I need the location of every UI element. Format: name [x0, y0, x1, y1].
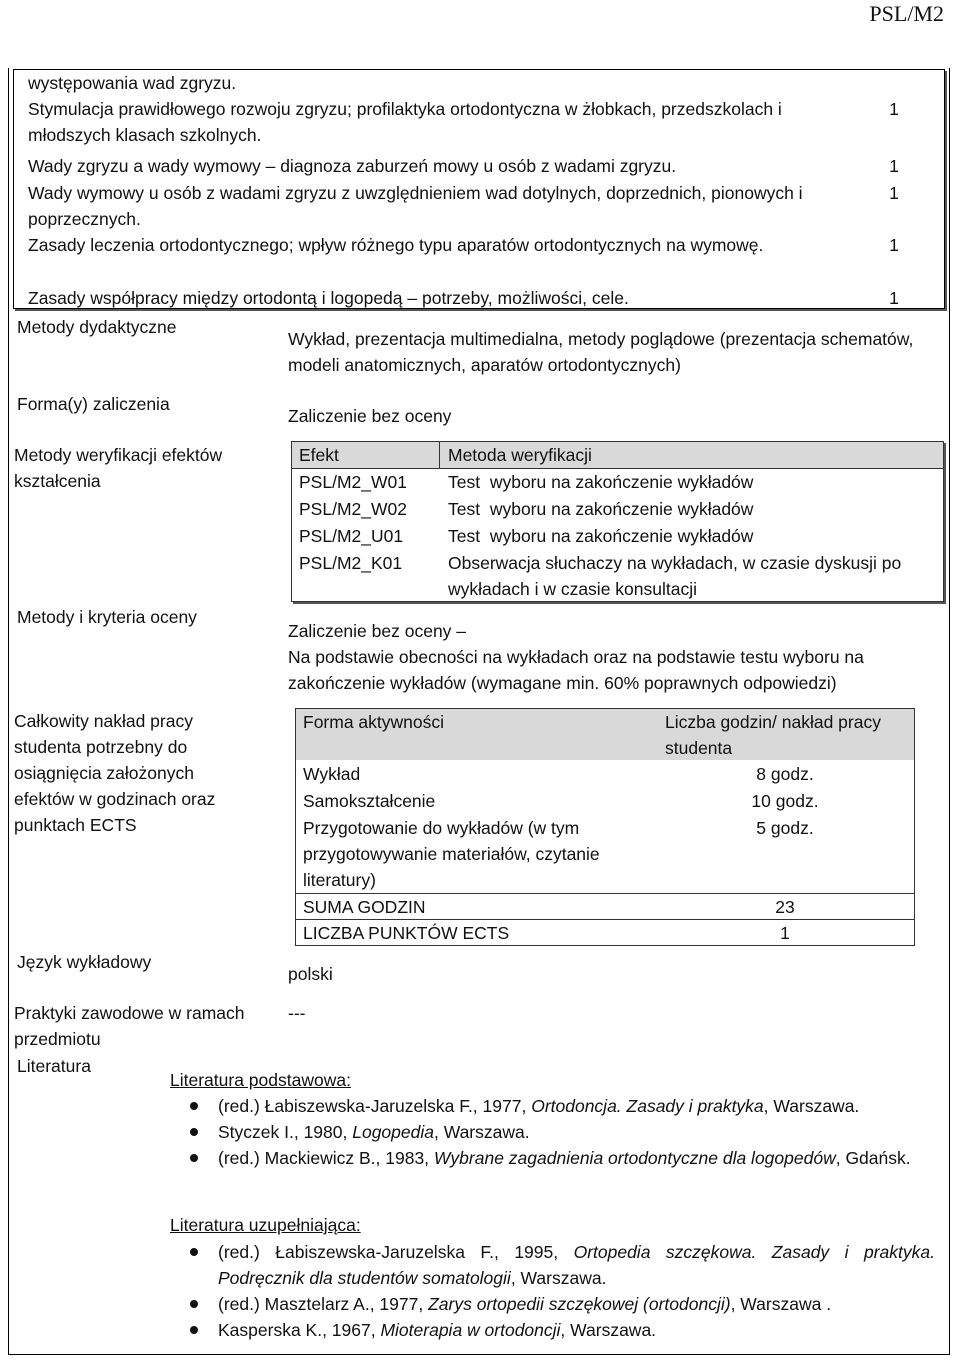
verification-effect-code: PSL/M2_U01: [299, 526, 404, 546]
workload-header-hours: Liczba godzin/ nakład pracy studenta: [665, 712, 881, 758]
literature-item: [170, 1239, 950, 1291]
topic-text: Zasady współpracy między ortodontą i logopedą – potrzeby, możliwości, cele.: [28, 288, 629, 308]
methods-value: Wykład, prezentacja multimedialna, metody poglądowe (prezentacja schematów, modeli anatomicznych, aparatów ortodontycznych): [288, 329, 914, 375]
topic-hours: 1: [889, 183, 899, 203]
literature-item: [170, 1317, 950, 1343]
literature-item-title: Wybrane zagadnienia ortodontyczne dla logopedów: [433, 1148, 836, 1168]
literature-item-authors: (red.) Masztelarz A., 1977,: [218, 1294, 429, 1314]
language-label: Język wykładowy: [17, 952, 152, 972]
literature-item-title: Ortopedia szczękowa. Zasady i praktyka. Podręcznik dla studentów somatologii: [218, 1242, 935, 1288]
verification-effect-code: PSL/M2_W02: [299, 499, 407, 519]
criteria-line1: Zaliczenie bez oceny –: [288, 621, 467, 641]
literature-extra-title: Literatura uzupełniająca:: [170, 1215, 361, 1235]
workload-activity: Wykład: [303, 764, 361, 784]
literature-item-place: , Warszawa.: [510, 1268, 607, 1288]
verification-header-method: Metoda weryfikacji: [448, 445, 592, 465]
page-code: PSL/M2: [869, 1, 944, 26]
topic-hours: 1: [889, 235, 899, 255]
literature-item-place: , Warszawa.: [433, 1122, 530, 1142]
topic-text: Wady wymowy u osób z wadami zgryzu z uwzględnieniem wad dotylnych, doprzednich, pionowych i poprzecznych.: [28, 183, 803, 229]
topic-text: występowania wad zgryzu.: [28, 73, 237, 93]
verification-label: Metody weryfikacji efektów kształcenia: [14, 445, 223, 491]
topic-text: Wady zgryzu a wady wymowy – diagnoza zaburzeń mowy u osób z wadami zgryzu.: [28, 156, 677, 176]
literature-item-authors: (red.) Mackiewicz B., 1983,: [218, 1148, 434, 1168]
workload-ects-value: 1: [780, 923, 790, 943]
topic-hours: 1: [889, 288, 899, 308]
literature-item-authors: Styczek I., 1980,: [218, 1122, 353, 1142]
workload-label: Całkowity nakład pracy studenta potrzebny do osiągnięcia założonych efektów w godzinach oraz punktach ECTS: [14, 711, 216, 835]
assessment-form-value: Zaliczenie bez oceny: [288, 406, 452, 426]
literature-item: [170, 1291, 950, 1317]
topics-box: [13, 69, 945, 309]
literature-basic-title: Literatura podstawowa:: [170, 1070, 351, 1090]
verification-effect-code: PSL/M2_K01: [299, 553, 403, 573]
verification-header-divider: [439, 441, 440, 468]
practice-label: Praktyki zawodowe w ramach przedmiotu: [14, 1003, 245, 1049]
criteria-label: Metody i kryteria oceny: [17, 607, 197, 627]
literature-extra-list: [170, 1239, 950, 1343]
methods-label: Metody dydaktyczne: [17, 317, 177, 337]
literature-item-place: , Gdańsk.: [835, 1148, 911, 1168]
literature-item: [170, 1093, 950, 1119]
verification-method: Test wyboru na zakończenie wykładów: [448, 526, 754, 546]
literature-item: [170, 1119, 950, 1145]
workload-hours: 8 godz.: [756, 764, 814, 784]
literature-item-place: , Warszawa.: [763, 1096, 860, 1116]
workload-activity: Samokształcenie: [303, 791, 436, 811]
workload-hours: 5 godz.: [756, 818, 814, 838]
literature-label: Literatura: [17, 1056, 91, 1076]
topic-hours: 1: [889, 156, 899, 176]
literature-item-authors: (red.) Łabiszewska-Jaruzelska F., 1977,: [218, 1096, 532, 1116]
assessment-form-label: Forma(y) zaliczenia: [17, 394, 170, 414]
practice-value: ---: [288, 1003, 306, 1023]
literature-item-title: Zarys ortopedii szczękowej (ortodoncji): [428, 1294, 731, 1314]
literature-item-place: , Warszawa .: [730, 1294, 832, 1314]
workload-ects-label: LICZBA PUNKTÓW ECTS: [303, 923, 510, 943]
workload-hours: 10 godz.: [751, 791, 819, 811]
literature-item-place: , Warszawa.: [560, 1320, 657, 1340]
topic-hours: 1: [889, 99, 899, 119]
literature-item-title: Ortodoncja. Zasady i praktyka: [531, 1096, 764, 1116]
literature-item-authors: Kasperska K., 1967,: [218, 1320, 381, 1340]
literature-item-authors: (red.) Łabiszewska-Jaruzelska F., 1995,: [218, 1242, 574, 1262]
workload-sum-value: 23: [775, 897, 795, 917]
literature-item: [170, 1145, 950, 1171]
verification-effect-code: PSL/M2_W01: [299, 472, 407, 492]
topic-text: Stymulacja prawidłowego rozwoju zgryzu; profilaktyka ortodontyczna w żłobkach, przedszkolach i młodszych klasach szkolnych.: [28, 99, 782, 145]
literature-basic-list: [170, 1093, 950, 1171]
language-value: polski: [288, 964, 333, 984]
workload-sum-label: SUMA GODZIN: [303, 897, 426, 917]
criteria-line2: Na podstawie obecności na wykładach oraz na podstawie testu wyboru na zakończenie wykładów (wymagane min. 60% poprawnych odpowiedzi): [288, 647, 864, 693]
verification-method: Obserwacja słuchaczy na wykładach, w czasie dyskusji po wykładach i w czasie konsultacji: [448, 553, 902, 599]
verification-method: Test wyboru na zakończenie wykładów: [448, 499, 754, 519]
workload-header-activity: Forma aktywności: [303, 712, 445, 732]
topic-text: Zasady leczenia ortodontycznego; wpływ różnego typu aparatów ortodontycznych na wymowę.: [28, 235, 764, 255]
literature-item-title: Logopedia: [352, 1122, 434, 1142]
verification-method: Test wyboru na zakończenie wykładów: [448, 472, 754, 492]
literature-item-title: Mioterapia w ortodoncji: [380, 1320, 561, 1340]
verification-header-effect: Efekt: [299, 445, 339, 465]
workload-activity: Przygotowanie do wykładów (w tym przygotowywanie materiałów, czytanie literatury): [303, 818, 600, 890]
